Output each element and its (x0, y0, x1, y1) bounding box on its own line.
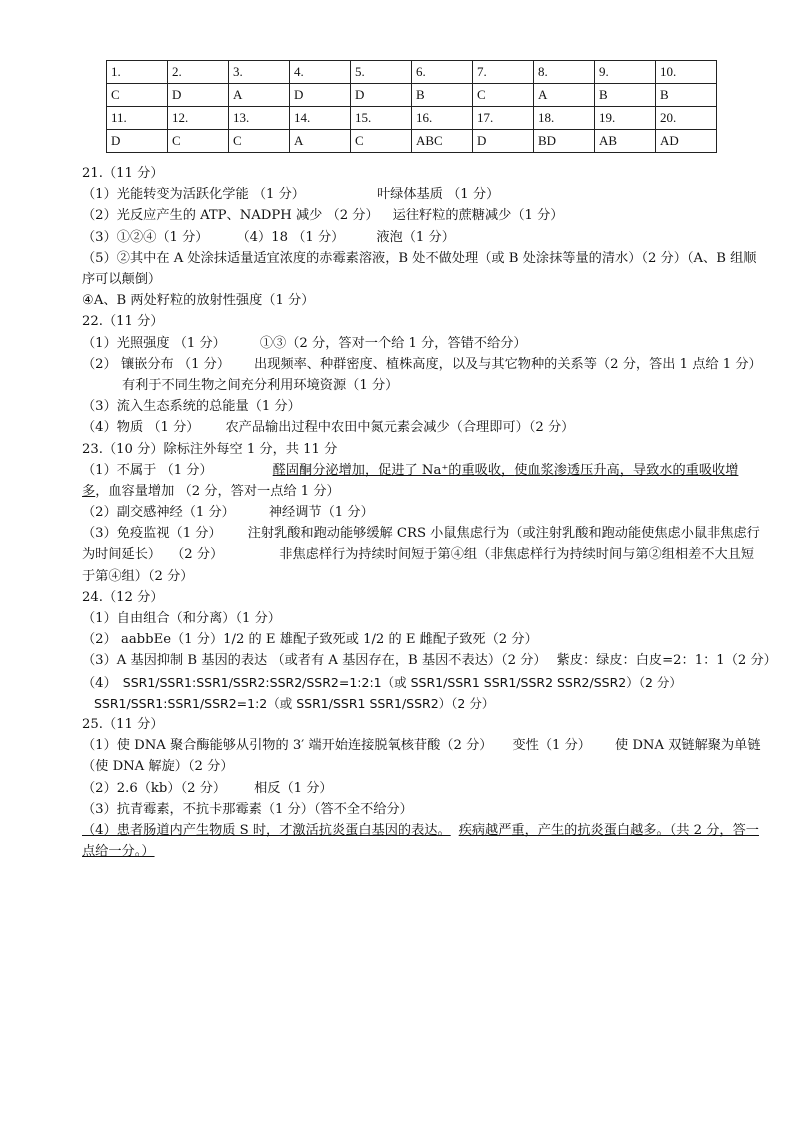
q22-line-3: （3）流入生态系统的总能量（1 分） (82, 399, 301, 415)
q25-2-a: （2）2.6（kb）（2 分） (82, 780, 227, 796)
table-cell: C (168, 130, 229, 153)
table-cell: AD (656, 130, 717, 153)
table-cell: D (168, 84, 229, 107)
table-cell: 11. (107, 107, 168, 130)
table-cell: C (351, 130, 412, 153)
table-cell: D (290, 84, 351, 107)
q21-line-6: ④A、B 两处籽粒的放射性强度（1 分） (82, 293, 315, 309)
q22-2-b: 出现频率、种群密度、植株高度，以及与其它物种的关系等（2 分，答出 1 点给 1 分） (254, 356, 762, 372)
q25-2-b: 相反（1 分） (254, 780, 333, 796)
table-cell: D (473, 130, 534, 153)
q24-5-ratio: SSR1/SSR1:SSR1/SSR2=1:2 (94, 695, 268, 711)
table-cell: A (229, 84, 290, 107)
table-cell: A (290, 130, 351, 153)
table-cell: D (351, 84, 412, 107)
table-cell: D (107, 130, 168, 153)
table-cell: C (107, 84, 168, 107)
answer-body (82, 163, 777, 862)
table-row (107, 130, 717, 153)
table-cell: 6. (412, 61, 473, 84)
q25-line-1 (82, 735, 762, 777)
q23-3-d: 非焦虑样行为持续时间短于第④组（非焦虑样行为持续时间与第②组相差不大且短于第④组）（2 分） (82, 547, 755, 584)
table-cell: 12. (168, 107, 229, 130)
table-cell: 5. (351, 61, 412, 84)
table-row (107, 107, 717, 130)
q21-heading: 21.（11 分） (82, 166, 164, 181)
q25-1-a: （1）使 DNA 聚合酶能够从引物的 3′ 端开始连接脱氧核苷酸（2 分） (82, 738, 493, 754)
q24-line-3 (82, 650, 777, 671)
q24-3-b: 紫皮：绿皮：白皮=2：1：1（2 分） (556, 653, 777, 669)
choice-answer-table (106, 60, 717, 153)
table-cell: 14. (290, 107, 351, 130)
q23-line-2 (82, 502, 762, 523)
q23-2-b: 神经调节（1 分） (268, 505, 374, 521)
table-cell: 10. (656, 61, 717, 84)
table-cell: AB (595, 130, 656, 153)
q25-4-underline-2: 疾病越严重，产生的抗炎蛋白越多。（共 2 分，答一点给一分。） (82, 822, 759, 860)
q23-3-a: （3）免疫监视（1 分） (82, 526, 222, 542)
q23-1-underline-2: 使血浆渗透压升高，导致水的重吸收增多 (82, 462, 739, 499)
table-cell: 4. (290, 61, 351, 84)
q24-line-1: （1）自由组合（和分离）（1 分） (82, 611, 281, 627)
q25-line-4 (82, 820, 762, 862)
q22-2-c: 有利于不同生物之间充分利用环境资源（1 分） (122, 377, 399, 393)
table-row (107, 61, 717, 84)
table-cell: B (595, 84, 656, 107)
q25-line-2 (82, 778, 762, 799)
q24-line-2: （2） aabbEe（1 分）1/2 的 E 雄配子致死或 1/2 的 E 雌配子致死（2 分） (82, 632, 538, 648)
q21-line-5: （5）②其中在 A 处涂抹适量适宜浓度的赤霉素溶液，B 处不做处理（或 B 处涂抹等量的清水）（2 分）（A、B 组顺序可以颠倒） (82, 250, 757, 287)
q23-2-a: （2）副交感神经（1 分） (82, 505, 235, 521)
q24-5-alt: （或 SSR1/SSR1 SSR1/SSR2）（2 分） (267, 695, 495, 711)
q23-3-b: 注射乳酸和跑动能够缓解 CRS 小鼠焦虑行为（或注射乳酸和跑动能使焦虑小鼠非焦虑行为时间延长） (82, 526, 760, 563)
table-cell: 8. (534, 61, 595, 84)
q24-4-ratio: SSR1/SSR1:SSR1/SSR2:SSR2/SSR2=1:2:1 (122, 674, 382, 690)
q22-line-1 (82, 333, 762, 354)
table-cell: 9. (595, 61, 656, 84)
q23-line-1 (82, 460, 762, 502)
q22-4-b: 农产品输出过程中农田中氮元素会减少（合理即可）（2 分） (225, 420, 575, 436)
q23-1-c: ，血容量增加 （2 分，答对一点给 1 分） (95, 483, 340, 499)
q22-4-a: （4）物质 （1 分） (82, 420, 200, 436)
table-cell: 16. (412, 107, 473, 130)
table-cell: 17. (473, 107, 534, 130)
q24-4-alt: （或 SSR1/SSR1 SSR1/SSR2 SSR2/SSR2）（2 分） (381, 674, 682, 690)
table-cell: C (473, 84, 534, 107)
q25-heading: 25.（11 分） (82, 717, 164, 733)
table-cell: C (229, 130, 290, 153)
q22-2-a: （2） 镶嵌分布 （1 分） (82, 356, 231, 372)
q21-3-a: （3）①②④（1 分） (82, 229, 209, 245)
q23-1-a: （1）不属于 （1 分） (82, 462, 213, 478)
q24-4-a: （4） (82, 675, 117, 691)
table-cell: 20. (656, 107, 717, 130)
q22-heading: 22.（11 分） (82, 314, 164, 330)
q25-1-c: 使 DNA 双链解聚为单链（使 DNA 解旋）（2 分） (82, 738, 761, 775)
q22-line-4 (82, 417, 762, 438)
q21-line-2 (82, 205, 762, 226)
q24-3-a: （3）A 基因抑制 B 基因的表达 （或者有 A 基因存在，B 基因不表达）（2 分） (82, 653, 547, 669)
table-cell: 15. (351, 107, 412, 130)
table-cell: B (412, 84, 473, 107)
q22-1-a: （1）光照强度 （1 分） (82, 335, 226, 351)
q23-line-3 (82, 523, 762, 587)
table-cell: B (656, 84, 717, 107)
q24-heading: 24.（12 分） (82, 589, 164, 605)
q24-line-5 (82, 693, 762, 714)
q21-2-a: （2）光反应产生的 ATP、NADPH 减少 （2 分） (82, 208, 379, 224)
table-cell: 7. (473, 61, 534, 84)
q25-line-3: （3）抗青霉素，不抗卡那霉素（1 分）（答不全不给分） (82, 801, 413, 817)
q22-1-b: ①③（2 分，答对一个给 1 分，答错不给分） (259, 335, 527, 351)
table-cell: ABC (412, 130, 473, 153)
q22-line-2 (82, 354, 762, 396)
table-cell: A (534, 84, 595, 107)
q21-2-b: 运往籽粒的蔗糖减少（1 分） (392, 208, 564, 224)
table-cell: BD (534, 130, 595, 153)
q21-1-b: 叶绿体基质 （1 分） (376, 187, 500, 203)
q23-heading: 23.（10 分）除标注外每空 1 分，共 11 分 (82, 441, 338, 457)
q21-line-3 (82, 227, 762, 248)
q21-4-b: 液泡（1 分） (376, 229, 455, 245)
table-cell: 3. (229, 61, 290, 84)
table-cell: 18. (534, 107, 595, 130)
q25-1-b: 变性（1 分） (512, 738, 591, 754)
q24-line-4 (82, 672, 762, 693)
q23-3-c: （2 分） (171, 547, 224, 563)
q21-4: （4）18 （1 分） (236, 229, 345, 245)
table-row (107, 84, 717, 107)
table-cell: 19. (595, 107, 656, 130)
table-cell: 13. (229, 107, 290, 130)
q21-line-1 (82, 184, 762, 205)
q21-1-a: （1）光能转变为活跃化学能 （1 分） (82, 187, 305, 203)
table-cell: 1. (107, 61, 168, 84)
table-cell: 2. (168, 61, 229, 84)
q25-4-underline-1: （4）患者肠道内产生物质 S 时，才激活抗炎蛋白基因的表达。 (82, 822, 451, 838)
q23-1-underline-1: 醛固酮分泌增加，促进了 Na⁺的重吸收， (272, 462, 515, 478)
